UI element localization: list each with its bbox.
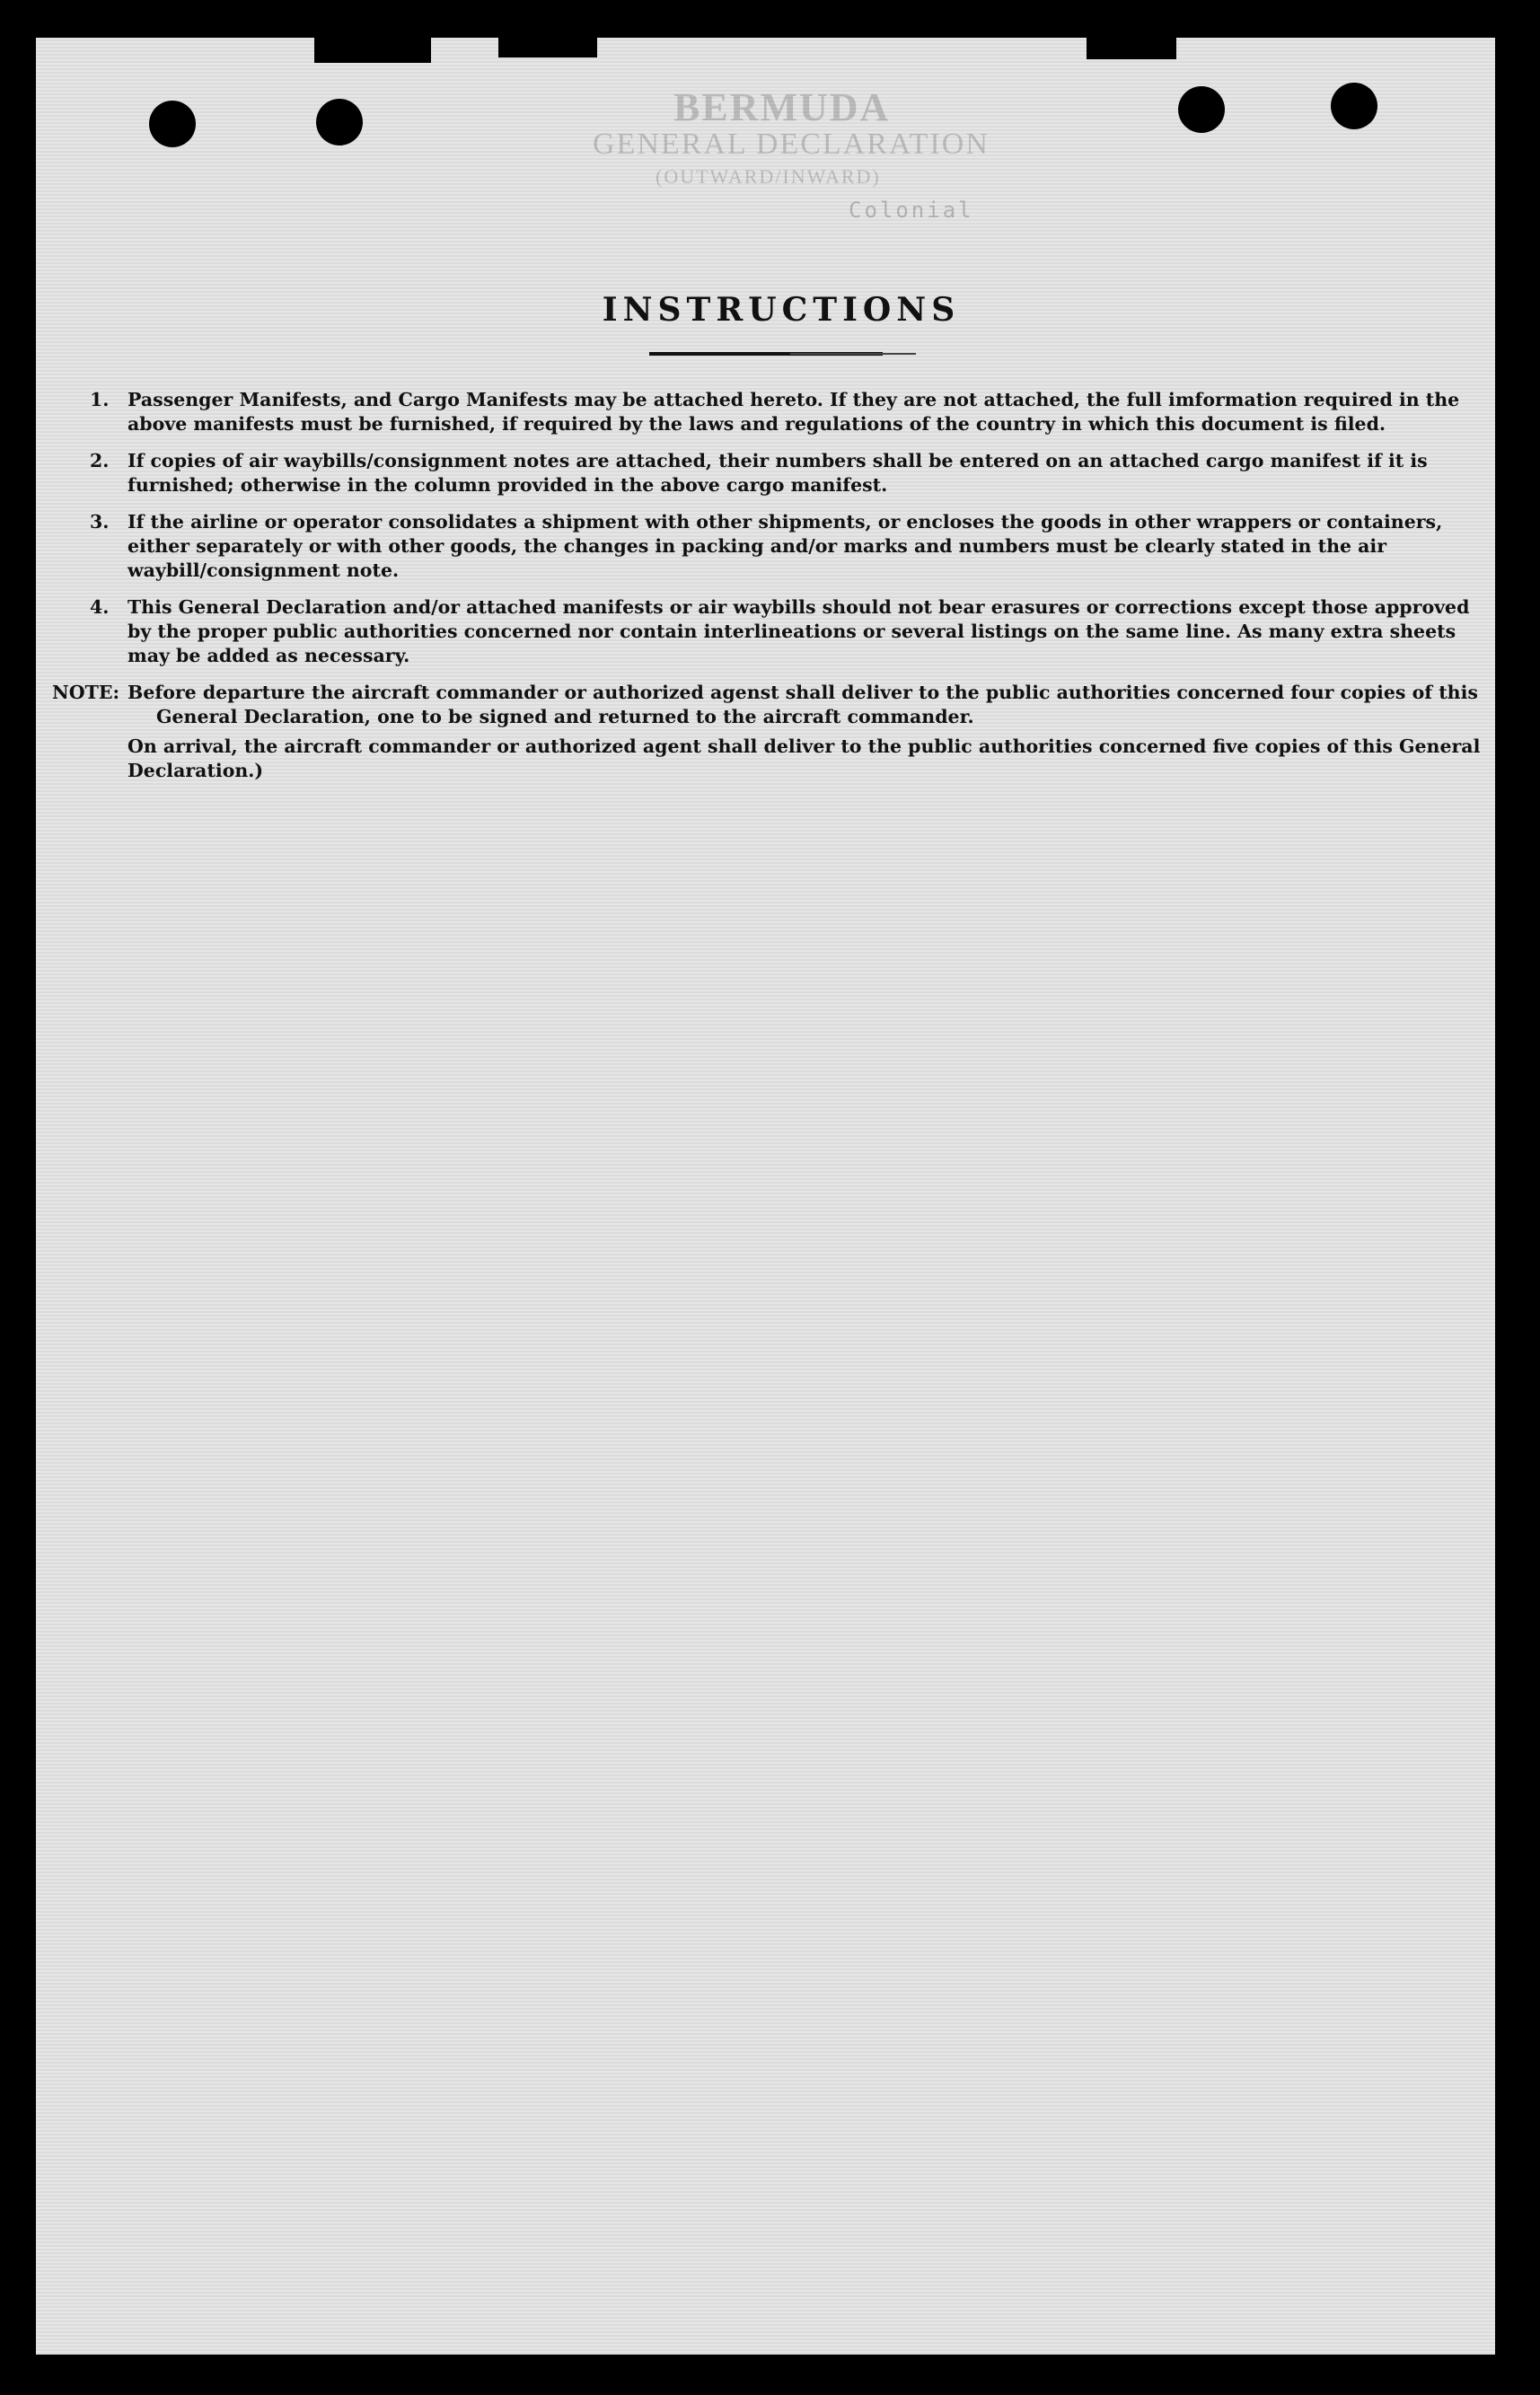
instruction-item	[90, 595, 1482, 668]
bleed-through-heading: GENERAL DECLARATION	[593, 128, 990, 161]
item-text: Passenger Manifests, and Cargo Manifests may be attached hereto. If they are not attached, the full imformation required in the above manifests must be furnished, if required by the laws and regulations of the country in which this document is filed.	[128, 389, 1460, 435]
note-block	[52, 681, 1482, 783]
torn-edge	[498, 38, 597, 57]
punch-hole	[1331, 83, 1377, 129]
torn-edge	[314, 38, 431, 63]
item-number: 3.	[90, 511, 110, 533]
bleed-through-heading: (OUTWARD/INWARD)	[656, 165, 881, 188]
item-number: 1.	[90, 389, 110, 410]
item-text: This General Declaration and/or attached manifests or air waybills should not bear erasures or corrections except those approved by the proper public authorities concerned nor contain interlineations or several listings on the same line. As many extra sheets may be added as necessary.	[128, 596, 1470, 666]
item-number: 2.	[90, 450, 110, 471]
torn-edge	[1087, 38, 1176, 59]
item-text: If copies of air waybills/consignment notes are attached, their numbers shall be entered on an attached cargo manifest if it is furnished; otherwise in the column provided in the above cargo manifest.	[128, 450, 1428, 496]
document-page	[36, 38, 1495, 2355]
instruction-item	[90, 510, 1482, 583]
punch-hole	[149, 101, 196, 147]
note-paragraph: On arrival, the aircraft commander or authorized agent shall deliver to the public authorities concerned five copies of this General Declaration.)	[128, 735, 1481, 781]
item-number: 4.	[90, 596, 110, 618]
item-text: If the airline or operator consolidates a shipment with other shipments, or encloses the goods in other wrappers or containers, either separately or with other goods, the changes in packing and/or marks and numbers must be clearly stated in the air waybill/consignment note.	[128, 511, 1443, 581]
bleed-through-typed-line: Colonial	[849, 198, 974, 223]
punch-hole	[316, 99, 363, 145]
note-label: NOTE:	[52, 682, 120, 703]
instructions-list	[52, 388, 1482, 788]
bleed-through-heading: BERMUDA	[673, 85, 891, 129]
punch-hole	[1178, 86, 1225, 133]
instruction-item	[90, 449, 1482, 497]
note-paragraph: Before departure the aircraft commander or authorized agenst shall deliver to the public authorities concerned four copies of this General Declaration, one to be signed and returned to the aircraft commander.	[128, 682, 1478, 727]
page-title: INSTRUCTIONS	[602, 291, 961, 329]
title-underline	[790, 353, 916, 355]
instruction-item	[90, 388, 1482, 436]
